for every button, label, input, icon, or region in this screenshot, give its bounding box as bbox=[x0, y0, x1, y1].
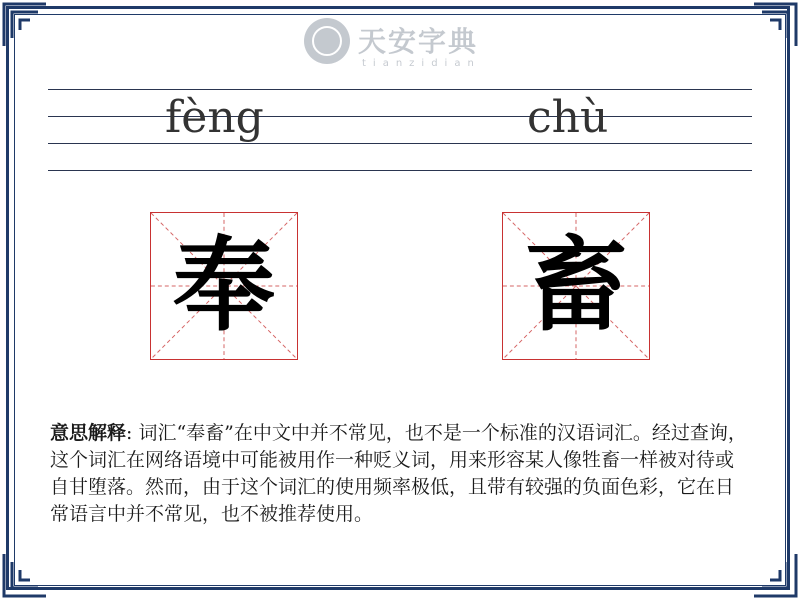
logo-title: 天安字典 bbox=[358, 25, 479, 58]
pinyin-staff-line bbox=[48, 143, 752, 144]
meaning-paragraph bbox=[50, 420, 750, 528]
pinyin-first: fèng bbox=[165, 92, 264, 143]
character-grid-first bbox=[150, 212, 298, 360]
corner-ornament-icon bbox=[752, 0, 800, 48]
corner-ornament-icon bbox=[0, 0, 48, 48]
character-first: 奉 bbox=[173, 226, 275, 346]
logo-seal-icon bbox=[304, 18, 350, 64]
pinyin-staff-line bbox=[48, 89, 752, 90]
pinyin-staff-line bbox=[48, 170, 752, 171]
corner-ornament-icon bbox=[752, 552, 800, 600]
meaning-label: 意思解释 bbox=[50, 422, 127, 444]
logo-subtitle: tianzidian bbox=[362, 58, 481, 69]
meaning-text: 词汇“奉畜”在中文中并不常见，也不是一个标准的汉语词汇。经过查询，这个词汇在网络语境中可能被用作一种贬义词，用来形容某人像牲畜一样被对待或自甘堕落。然而，由于这个词汇的使用频率极低，且带有较强的负面色彩，它在日常语言中并不常见，也不被推荐使用。 bbox=[50, 422, 747, 525]
pinyin-second: chù bbox=[527, 92, 609, 143]
character-second: 畜 bbox=[525, 226, 627, 346]
character-grid-second bbox=[502, 212, 650, 360]
corner-ornament-icon bbox=[0, 552, 48, 600]
pinyin-staff-line bbox=[48, 116, 752, 117]
logo-watermark bbox=[300, 14, 500, 72]
meaning-separator: : bbox=[126, 422, 139, 444]
